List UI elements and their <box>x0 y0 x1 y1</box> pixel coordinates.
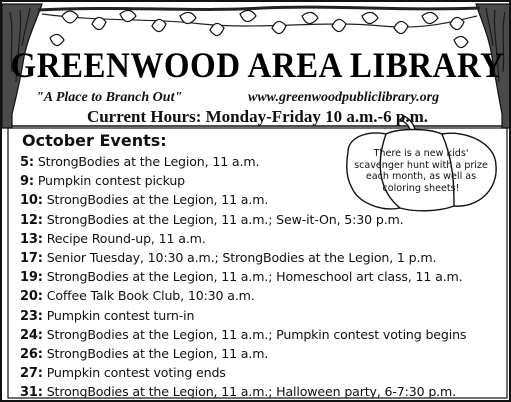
top-branch-vine <box>42 14 477 27</box>
event-day: 24: <box>20 327 43 343</box>
leaf <box>240 10 256 21</box>
leaf <box>302 12 318 23</box>
event-day: 31: <box>20 385 43 401</box>
leaves <box>50 10 468 47</box>
leaf <box>62 11 78 23</box>
library-name: GREENWOOD AREA LIBRARY <box>10 46 505 86</box>
leaf <box>394 21 408 33</box>
event-text: StrongBodies at the Legion, 11 a.m. <box>37 154 260 169</box>
event-day: 5: <box>20 155 34 170</box>
library-website: www.greenwoodpubliclibrary.org <box>248 90 440 105</box>
event-text: Pumpkin contest pickup <box>37 173 186 189</box>
library-tagline: "A Place to Branch Out" <box>36 90 183 105</box>
event-text: Senior Tuesday, 10:30 a.m.; StrongBodies at the Legion, 1 p.m. <box>46 249 437 265</box>
event-item <box>20 210 466 229</box>
event-day: 26: <box>20 346 43 362</box>
event-text: StrongBodies at the Legion, 11 a.m. <box>46 192 269 208</box>
event-text: StrongBodies at the Legion, 11 a.m.; Sew-it-On, 5:30 p.m. <box>46 211 404 227</box>
leaf <box>92 17 106 29</box>
event-text: Recipe Round-up, 11 a.m. <box>46 230 206 246</box>
event-text: Pumpkin contest voting ends <box>46 365 226 381</box>
event-day: 19: <box>20 270 43 286</box>
event-day: 13: <box>20 231 43 247</box>
events-heading: October Events: <box>22 131 167 150</box>
event-item <box>20 306 466 325</box>
top-branch <box>38 7 480 10</box>
leaf <box>332 19 346 31</box>
event-text: Pumpkin contest turn-in <box>46 307 195 323</box>
leaf <box>50 34 64 45</box>
leaf <box>422 12 438 23</box>
event-text: Coffee Talk Book Club, 10:30 a.m. <box>46 288 255 304</box>
event-item <box>20 325 466 344</box>
event-item <box>20 382 466 401</box>
event-day: 23: <box>20 308 43 324</box>
event-text: StrongBodies at the Legion, 11 a.m.; Homeschool art class, 11 a.m. <box>46 269 463 285</box>
leaf <box>272 21 286 33</box>
event-day: 10: <box>20 193 43 209</box>
event-text: StrongBodies at the Legion, 11 a.m. <box>46 345 269 361</box>
event-item <box>20 344 466 363</box>
leaf <box>362 12 378 23</box>
event-item <box>20 248 466 267</box>
event-day: 12: <box>20 212 43 228</box>
pumpkin-note: There is a new kids' scavenger hunt with a prize each month, as well as coloring sheets! <box>354 148 488 194</box>
event-item <box>20 363 466 382</box>
library-hours: Current Hours: Monday-Friday 10 a.m.-6 p.m. <box>86 107 429 126</box>
event-item <box>20 267 466 286</box>
event-day: 20: <box>20 289 43 305</box>
event-item <box>20 229 466 248</box>
leaf <box>450 17 464 29</box>
event-item <box>20 286 466 305</box>
event-day: 17: <box>20 250 43 266</box>
event-day: 9: <box>20 174 34 190</box>
event-text: StrongBodies at the Legion, 11 a.m.; Halloween party, 6-7:30 p.m. <box>46 384 457 400</box>
event-day: 27: <box>20 366 43 382</box>
event-text: StrongBodies at the Legion, 11 a.m.; Pumpkin contest voting begins <box>46 326 467 342</box>
